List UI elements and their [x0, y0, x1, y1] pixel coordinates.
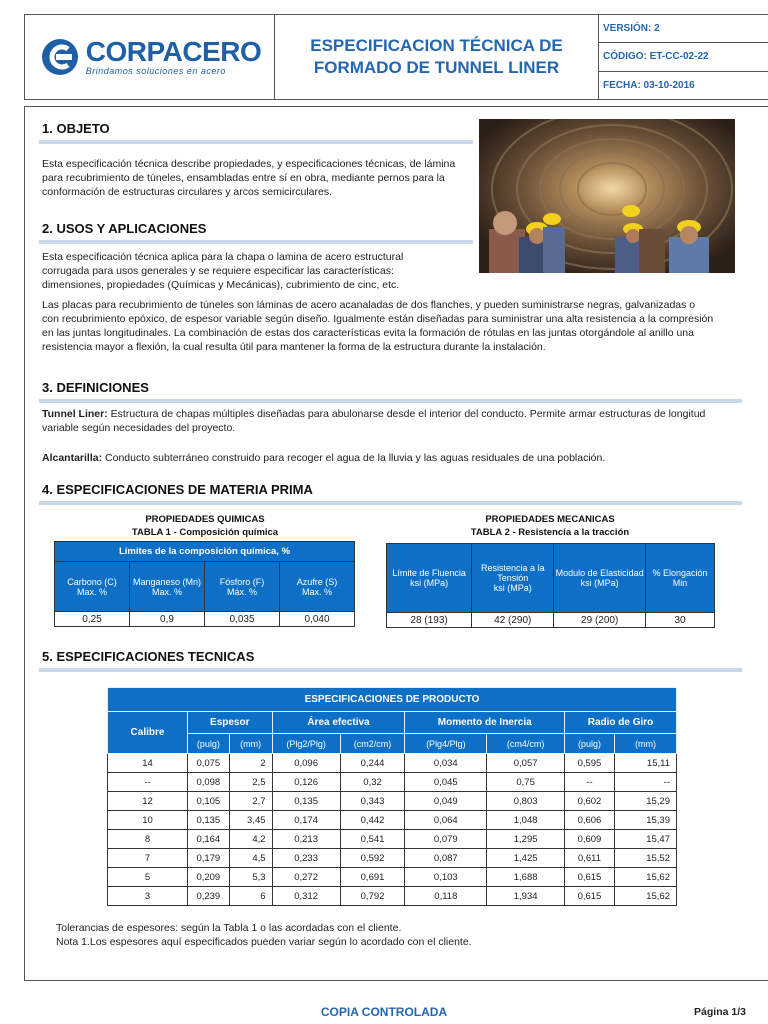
spec-cell: 0,244 — [340, 754, 405, 773]
tunnel-workers-photo — [479, 119, 735, 273]
spec-cell: 3,45 — [229, 811, 272, 830]
spec-cell: 1,934 — [487, 887, 565, 906]
chem-col: Carbono (C) Max. % — [55, 562, 130, 612]
spec-cell: 0,118 — [405, 887, 487, 906]
section-2-text-1: Esta especificación técnica aplica para la chapa o lamina de acero estructural corrugada para usos generales y se requiere especificar las características: dimensiones, propiedades (Químicas y Mecánicas), cubrimiento de cinc, etc. — [42, 251, 404, 291]
calibre-header: Calibre — [108, 712, 188, 754]
table-row — [108, 830, 677, 849]
spec-cell: 15,29 — [614, 792, 676, 811]
spec-cell: 2,7 — [229, 792, 272, 811]
mech-value: 42 (290) — [472, 613, 554, 628]
spec-cell: 1,688 — [487, 868, 565, 887]
calibre-cell: -- — [108, 773, 188, 792]
corpacero-logo-icon — [38, 37, 82, 77]
spec-cell: 0,135 — [188, 811, 230, 830]
spec-cell: 0,034 — [405, 754, 487, 773]
spec-cell: 0,75 — [487, 773, 565, 792]
group-header: Radio de Giro — [565, 712, 677, 734]
section-4-title: 4. ESPECIFICACIONES DE MATERIA PRIMA — [42, 482, 313, 497]
spec-cell: 0,691 — [340, 868, 405, 887]
spec-cell: 4,2 — [229, 830, 272, 849]
chem-caption-1: PROPIEDADES QUIMICAS — [145, 514, 265, 525]
spec-cell: 15,39 — [614, 811, 676, 830]
mech-caption-2: TABLA 2 - Resistencia a la tracción — [470, 527, 630, 538]
document-body — [24, 106, 768, 981]
tolerance-note: Tolerancias de espesores: según la Tabla 1 o las acordadas con el cliente. — [56, 922, 402, 934]
spec-cell: 15,11 — [614, 754, 676, 773]
mech-value: 30 — [646, 613, 715, 628]
table-row — [108, 868, 677, 887]
calibre-cell: 7 — [108, 849, 188, 868]
spec-cell: 0,609 — [565, 830, 615, 849]
unit-header: (pulg) — [188, 734, 230, 754]
version-label: VERSIÓN: 2 — [599, 15, 768, 43]
spec-cell: 0,312 — [272, 887, 340, 906]
spec-cell: 0,179 — [188, 849, 230, 868]
spec-cell: 0,075 — [188, 754, 230, 773]
title-line-1: ESPECIFICACION TÉCNICA DE — [310, 36, 563, 55]
spec-cell: 0,049 — [405, 792, 487, 811]
table-row — [108, 754, 677, 773]
unit-header: (mm) — [614, 734, 676, 754]
spec-cell: 0,272 — [272, 868, 340, 887]
calibre-cell: 12 — [108, 792, 188, 811]
spec-cell: 0,541 — [340, 830, 405, 849]
spec-cell: 0,606 — [565, 811, 615, 830]
title-line-2: FORMADO DE TUNNEL LINER — [313, 58, 560, 77]
section-2-rule — [39, 240, 473, 244]
logo-slogan: Brindamos soluciones en acero — [85, 66, 226, 76]
document-header — [24, 14, 768, 100]
spec-cell: 0,592 — [340, 849, 405, 868]
unit-header: (pulg) — [565, 734, 615, 754]
chem-col: Fósforo (F) Máx. % — [205, 562, 280, 612]
section-2-title: 2. USOS Y APLICACIONES — [42, 221, 207, 236]
mech-caption — [385, 513, 715, 539]
spec-cell: 0,442 — [340, 811, 405, 830]
section-5-title: 5. ESPECIFICACIONES TECNICAS — [42, 649, 255, 664]
group-header: Espesor — [188, 712, 273, 734]
logo-name: CORPACERO — [85, 36, 262, 67]
spec-cell: 0,213 — [272, 830, 340, 849]
chem-value: 0,035 — [205, 612, 280, 627]
spec-cell: 15,62 — [614, 887, 676, 906]
mechanical-properties-table — [386, 543, 715, 628]
def-tunnel-liner: Estructura de chapas múltiples diseñadas para abulonarse desde el interior del conducto. Permite armar estructuras de longitud variable según necesidades del proyecto. — [42, 408, 706, 434]
spec-cell: 1,425 — [487, 849, 565, 868]
spec-cell: 0,087 — [405, 849, 487, 868]
mech-value: 28 (193) — [387, 613, 472, 628]
spec-cell: 15,47 — [614, 830, 676, 849]
product-specs-table — [107, 687, 677, 906]
spec-cell: 6 — [229, 887, 272, 906]
spec-cell: 0,233 — [272, 849, 340, 868]
section-1-text: Esta especificación técnica describe propiedades, y especificaciones técnicas, de lámina para recubrimiento de túneles, ensambladas entre sí en obra, mediante pernos para la conformación de estructuras circulares y arcos semicirculares. — [42, 158, 456, 198]
spec-cell: 0,096 — [272, 754, 340, 773]
section-4-rule — [39, 501, 742, 505]
definition-tunnel-liner — [42, 407, 722, 435]
spec-cell: -- — [614, 773, 676, 792]
code-label: CÓDIGO: ET-CC-02-22 — [599, 43, 768, 71]
mech-col: Límite de Fluencia ksi (MPa) — [387, 544, 472, 613]
section-5-rule — [39, 668, 742, 672]
page-number: Página 1/3 — [694, 1006, 746, 1018]
spec-cell: 0,615 — [565, 887, 615, 906]
unit-header: (mm) — [229, 734, 272, 754]
chem-col: Manganeso (Mn) Max. % — [130, 562, 205, 612]
title-cell — [275, 15, 599, 99]
spec-cell: 0,164 — [188, 830, 230, 849]
calibre-cell: 5 — [108, 868, 188, 887]
spec-cell: 15,62 — [614, 868, 676, 887]
spec-cell: 0,792 — [340, 887, 405, 906]
spec-cell: 0,343 — [340, 792, 405, 811]
spec-cell: 0,803 — [487, 792, 565, 811]
chem-caption — [55, 513, 355, 539]
spec-cell: 0,135 — [272, 792, 340, 811]
section-3-rule — [39, 399, 742, 403]
section-2-text-2: Las placas para recubrimiento de túneles son láminas de acero acanaladas de dos flanches, y pueden suministrarse negras, galvanizadas o con recubrimiento epóxico, de espesor variable según diseño. Igualmente están diseñadas para suministrar una alta resistencia a la compresión en las juntas longitudinales. La combinación de estas dos características evita la formación de rótulas en las juntas otorgándole al anillo una resistencia mayor a flexión, la cual resulta útil para mantener la forma de la estructura durante la instalación. — [42, 299, 714, 353]
chem-header: Límites de la composición química, % — [55, 542, 355, 562]
spec-cell: -- — [565, 773, 615, 792]
spec-cell: 0,105 — [188, 792, 230, 811]
spec-cell: 0,057 — [487, 754, 565, 773]
spec-cell: 0,045 — [405, 773, 487, 792]
spec-cell: 0,595 — [565, 754, 615, 773]
spec-cell: 0,32 — [340, 773, 405, 792]
group-header: Momento de Inercia — [405, 712, 565, 734]
document-title — [310, 35, 563, 79]
table-row — [108, 849, 677, 868]
spec-cell: 2 — [229, 754, 272, 773]
table-row — [108, 773, 677, 792]
calibre-cell: 10 — [108, 811, 188, 830]
section-1-title: 1. OBJETO — [42, 121, 110, 136]
term-alcantarilla: Alcantarilla: — [42, 452, 103, 464]
section-3-title: 3. DEFINICIONES — [42, 380, 149, 395]
def-alcantarilla: Conducto subterráneo construido para recoger el agua de la lluvia y las aguas residuales de una población. — [102, 452, 606, 464]
spec-cell: 15,52 — [614, 849, 676, 868]
spec-cell: 0,098 — [188, 773, 230, 792]
mech-caption-1: PROPIEDADES MECANICAS — [485, 514, 615, 525]
chem-col: Azufre (S) Max. % — [280, 562, 355, 612]
chem-value: 0,9 — [130, 612, 205, 627]
spec-cell: 0,126 — [272, 773, 340, 792]
mech-col: % Elongación Min — [646, 544, 715, 613]
section-1-rule — [39, 140, 473, 144]
spec-cell: 0,103 — [405, 868, 487, 887]
spec-cell: 0,064 — [405, 811, 487, 830]
calibre-cell: 14 — [108, 754, 188, 773]
chem-value: 0,25 — [55, 612, 130, 627]
unit-header: (Plg4/Plg) — [405, 734, 487, 754]
calibre-cell: 8 — [108, 830, 188, 849]
calibre-cell: 3 — [108, 887, 188, 906]
unit-header: (cm2/cm) — [340, 734, 405, 754]
chem-value: 0,040 — [280, 612, 355, 627]
chemical-composition-table — [54, 541, 355, 627]
mech-col: Resistencia a la Tensión ksi (MPa) — [472, 544, 554, 613]
logo-cell — [25, 15, 275, 99]
spec-cell: 1,048 — [487, 811, 565, 830]
spec-cell: 2,5 — [229, 773, 272, 792]
note-1: Nota 1.Los espesores aquí especificados pueden variar según lo acordado con el cliente. — [56, 936, 472, 948]
product-table-title: ESPECIFICACIONES DE PRODUCTO — [108, 688, 677, 712]
spec-cell: 0,611 — [565, 849, 615, 868]
spec-cell: 0,602 — [565, 792, 615, 811]
unit-header: (Plg2/Plg) — [272, 734, 340, 754]
unit-header: (cm4/cm) — [487, 734, 565, 754]
spec-cell: 0,239 — [188, 887, 230, 906]
group-header: Área efectiva — [272, 712, 405, 734]
spec-cell: 0,615 — [565, 868, 615, 887]
spec-cell: 1,295 — [487, 830, 565, 849]
mech-col: Modulo de Elasticidad ksi (MPa) — [554, 544, 646, 613]
date-label: FECHA: 03-10-2016 — [603, 79, 695, 91]
table-row — [108, 792, 677, 811]
spec-rows — [108, 754, 677, 906]
company-logo — [38, 37, 261, 77]
spec-cell: 0,209 — [188, 868, 230, 887]
spec-cell: 5,3 — [229, 868, 272, 887]
spec-cell: 0,174 — [272, 811, 340, 830]
meta-cell — [599, 15, 768, 99]
spec-cell: 4,5 — [229, 849, 272, 868]
definition-alcantarilla — [42, 451, 722, 465]
table-row — [108, 811, 677, 830]
controlled-copy-label: COPIA CONTROLADA — [320, 1005, 448, 1019]
term-tunnel-liner: Tunnel Liner: — [42, 408, 108, 420]
chem-caption-2: TABLA 1 - Composición química — [131, 527, 279, 538]
table-row — [108, 887, 677, 906]
spec-cell: 0,079 — [405, 830, 487, 849]
mech-value: 29 (200) — [554, 613, 646, 628]
